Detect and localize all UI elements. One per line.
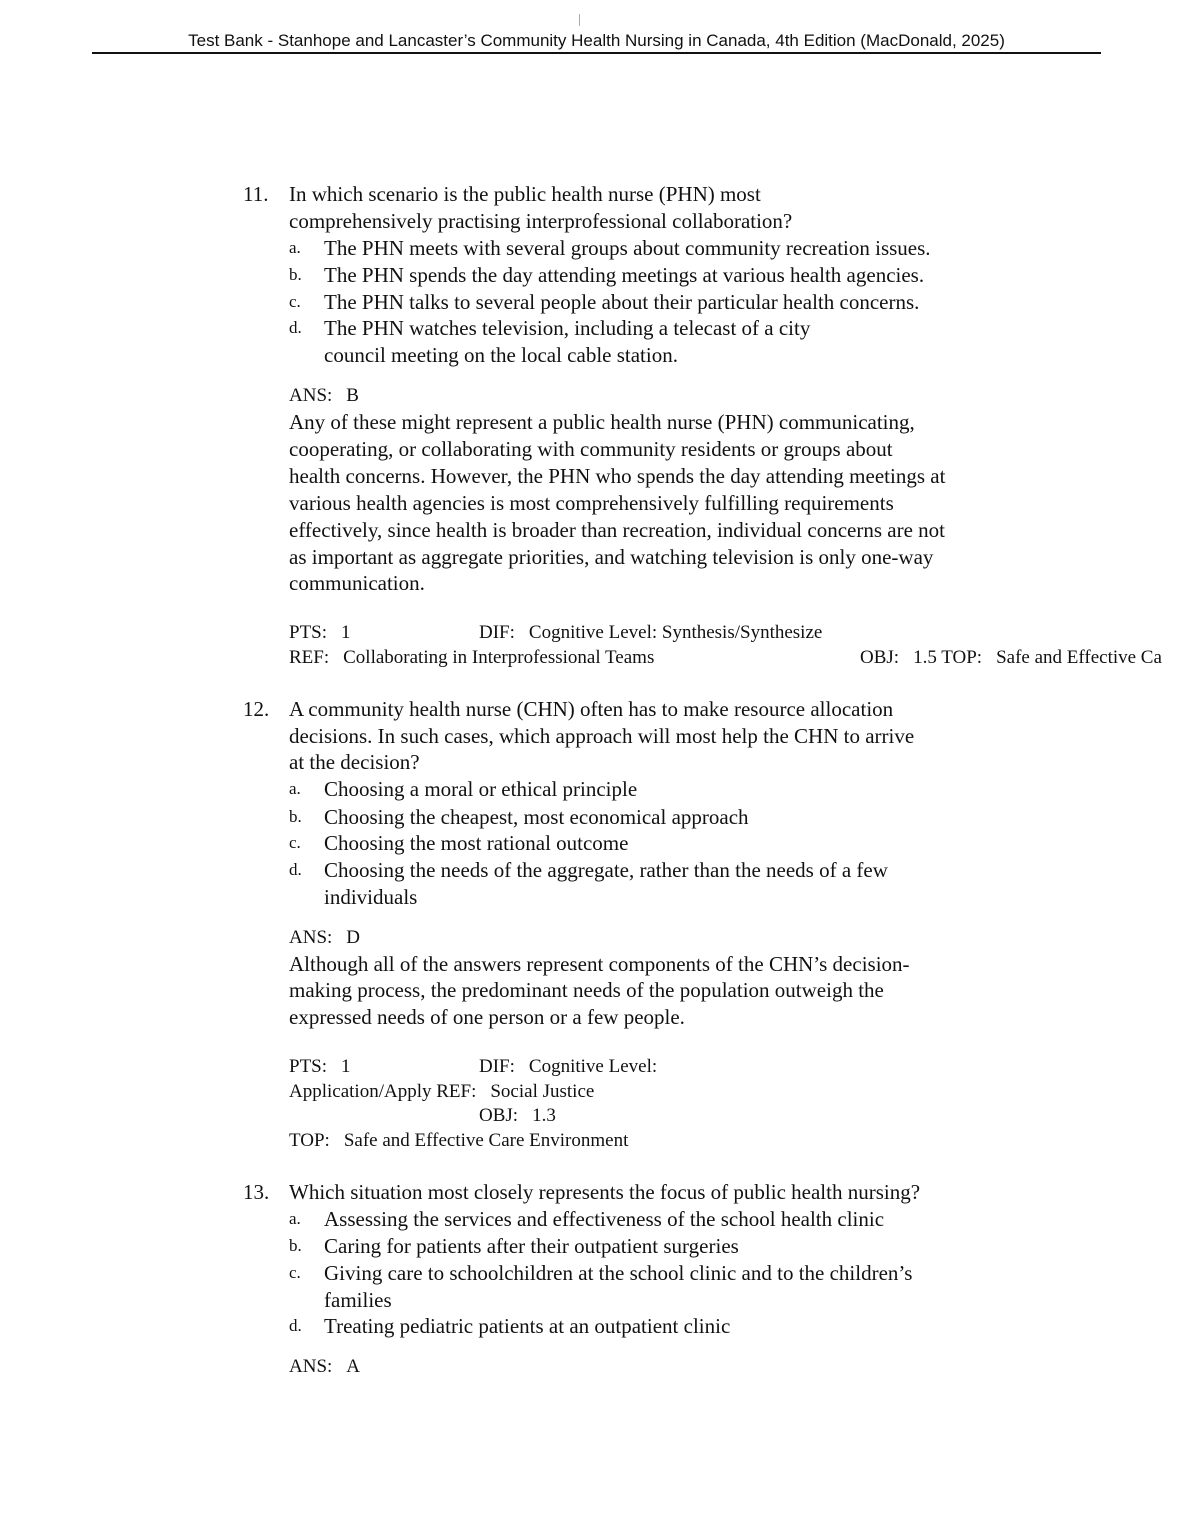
meta-value: 1.5 xyxy=(913,647,937,668)
question-stem-line: comprehensively practising interprofessional collaboration? xyxy=(289,209,793,233)
meta-label: TOP: xyxy=(941,647,983,668)
page-header xyxy=(92,14,1101,54)
question-stem-line: decisions. In such cases, which approach will most help the CHN to arrive xyxy=(289,724,915,748)
meta-dif xyxy=(479,1055,657,1079)
meta-value: 1.3 xyxy=(532,1105,556,1126)
option-letter: b. xyxy=(289,807,302,826)
meta-label: OBJ: xyxy=(479,1105,519,1126)
option-letter: d. xyxy=(289,860,302,879)
meta-label: TOP: xyxy=(289,1130,330,1151)
meta-value: Cognitive Level: Synthesis/Synthesize xyxy=(528,622,823,643)
header-divider-tick xyxy=(579,14,580,26)
question-stem-line: In which scenario is the public health nurse (PHN) most xyxy=(289,182,761,206)
option-letter: c. xyxy=(289,1263,301,1282)
rationale-line: as important as aggregate priorities, and watching television is only one-way xyxy=(289,545,934,569)
meta-label: DIF: xyxy=(479,622,515,643)
rationale-line: Although all of the answers represent components of the CHN’s decision- xyxy=(289,952,910,976)
answer-line xyxy=(289,926,360,950)
rationale-line: Any of these might represent a public health nurse (PHN) communicating, xyxy=(289,410,915,434)
answer-value: A xyxy=(346,1356,361,1377)
answer-line xyxy=(289,1355,360,1379)
option-text: Caring for patients after their outpatient surgeries xyxy=(324,1234,739,1258)
meta-label: REF: xyxy=(289,647,330,668)
option-letter: d. xyxy=(289,318,302,337)
question-number: 12. xyxy=(243,697,270,721)
meta-value: Application/Apply xyxy=(289,1081,432,1102)
meta-value: 1 xyxy=(341,1056,351,1077)
option-letter: b. xyxy=(289,265,302,284)
option-text: The PHN spends the day attending meetings at various health agencies. xyxy=(324,263,925,287)
question-number: 13. xyxy=(243,1180,270,1204)
meta-obj xyxy=(479,1104,556,1128)
meta-top xyxy=(289,1129,628,1153)
option-text: Choosing the cheapest, most economical approach xyxy=(324,805,749,829)
option-letter: c. xyxy=(289,833,301,852)
meta-dif-ref xyxy=(289,1080,594,1104)
meta-label: REF: xyxy=(436,1081,477,1102)
rationale-line: cooperating, or collaborating with community residents or groups about xyxy=(289,437,893,461)
meta-ref xyxy=(289,646,654,670)
option-letter: a. xyxy=(289,1209,301,1228)
meta-obj-top xyxy=(860,646,1190,670)
rationale-line: health concerns. However, the PHN who spends the day attending meetings at xyxy=(289,464,946,488)
rationale-line: making process, the predominant needs of the population outweigh the xyxy=(289,978,884,1002)
option-text: The PHN watches television, including a telecast of a city xyxy=(324,316,811,340)
option-text: Choosing a moral or ethical principle xyxy=(324,777,638,801)
option-text: families xyxy=(324,1288,392,1312)
option-text: Choosing the most rational outcome xyxy=(324,831,629,855)
meta-label: PTS: xyxy=(289,1056,328,1077)
option-letter: c. xyxy=(289,292,301,311)
rationale-line: various health agencies is most comprehensively fulfilling requirements xyxy=(289,491,894,515)
meta-value: Cognitive Level: xyxy=(528,1056,658,1077)
meta-pts xyxy=(289,621,351,645)
meta-value: Safe and Effective Care Environment xyxy=(343,1130,629,1151)
meta-value: 1 xyxy=(341,622,351,643)
meta-label: DIF: xyxy=(479,1056,515,1077)
option-text: individuals xyxy=(324,885,418,909)
answer-value: D xyxy=(346,927,361,948)
answer-label: ANS: xyxy=(289,927,333,948)
meta-value: Collaborating in Interprofessional Teams xyxy=(343,647,655,668)
question-number: 11. xyxy=(243,182,269,206)
answer-label: ANS: xyxy=(289,385,333,406)
answer-label: ANS: xyxy=(289,1356,333,1377)
option-letter: a. xyxy=(289,238,301,257)
meta-label: OBJ: xyxy=(860,647,900,668)
option-text: The PHN talks to several people about their particular health concerns. xyxy=(324,290,920,314)
header-title: Test Bank - Stanhope and Lancaster’s Community Health Nursing in Canada, 4th Edition (MacDonald, 2025) xyxy=(188,31,1005,50)
option-text: Giving care to schoolchildren at the school clinic and to the children’s xyxy=(324,1261,913,1285)
rationale-line: effectively, since health is broader than recreation, individual concerns are not xyxy=(289,518,945,542)
option-text: Assessing the services and effectiveness of the school health clinic xyxy=(324,1207,885,1231)
meta-value: Safe and Effective Ca xyxy=(996,647,1162,668)
answer-value: B xyxy=(346,385,359,406)
option-letter: a. xyxy=(289,779,301,798)
rationale-line: expressed needs of one person or a few people. xyxy=(289,1005,685,1029)
option-text: Choosing the needs of the aggregate, rather than the needs of a few xyxy=(324,858,888,882)
meta-dif xyxy=(479,621,822,645)
option-text: Treating pediatric patients at an outpatient clinic xyxy=(324,1314,731,1338)
answer-line xyxy=(289,384,359,408)
rationale-line: communication. xyxy=(289,571,425,595)
option-text: council meeting on the local cable station. xyxy=(324,343,678,367)
option-letter: b. xyxy=(289,1236,302,1255)
question-stem-line: A community health nurse (CHN) often has to make resource allocation xyxy=(289,697,894,721)
question-stem-line: Which situation most closely represents the focus of public health nursing? xyxy=(289,1180,921,1204)
meta-pts xyxy=(289,1055,351,1079)
option-text: The PHN meets with several groups about community recreation issues. xyxy=(324,236,931,260)
question-stem-line: at the decision? xyxy=(289,750,420,774)
meta-label: PTS: xyxy=(289,622,328,643)
meta-value: Social Justice xyxy=(490,1081,595,1102)
option-letter: d. xyxy=(289,1316,302,1335)
